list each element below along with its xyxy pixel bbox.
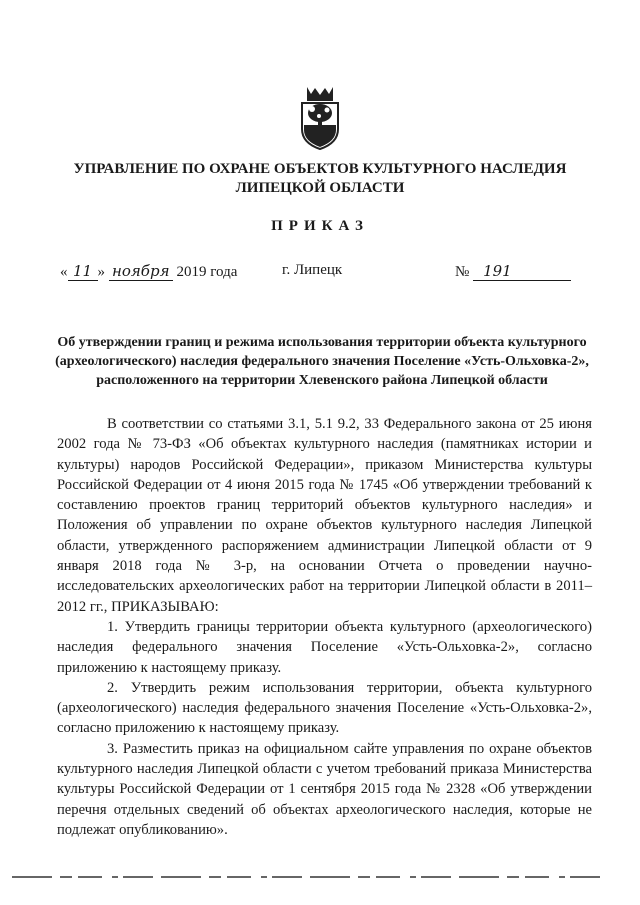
order-item-1: 1. Утвердить границы территории объекта культурного (археологического) наследия федерального значения Поселение «Усть-Ольховка-2», согласно приложению к настоящему приказу.: [57, 618, 592, 676]
scan-dashed-line: [12, 876, 602, 878]
order-date: [60, 262, 237, 281]
order-number-value: 191: [473, 262, 571, 281]
document-type: ПРИКАЗ: [271, 218, 369, 234]
order-item-2: 2. Утвердить режим использования территории, объекта культурного (археологического) наследия федерального значения Поселение «Усть-Ольховка-2», согласно приложению к настоящему приказу.: [57, 679, 592, 737]
order-item-3: 3. Разместить приказ на официальном сайте управления по охране объектов культурного наследия Липецкой области с учетом требований приказа Министерства культуры Российской Федерации от 1 сентября 2015 года № 2328 «Об утверждении перечня отдельных сведений об объектах археологического наследия, которые не подлежат опубликованию».: [57, 740, 592, 838]
date-quote-open: «: [60, 264, 68, 280]
order-city: г. Липецк: [282, 262, 343, 278]
coat-of-arms-icon: [297, 85, 343, 151]
order-preamble: В соответствии со статьями 3.1, 5.1 9.2, 33 Федерального закона от 25 июня 2002 года № 73-ФЗ «Об объектах культурного наследия (памятниках истории и культуры) народов Российской Федерации», приказом Министерства культуры Российской Федерации от 4 июня 2015 года № 1745 «Об утверждении требований к составлению проектов границ территорий объектов культурного наследия» и Положения об управлении по охране объектов культурного наследия Липецкой области, утвержденного распоряжением администрации Липецкой области от 9 января 2018 года № 3-р, на основании Отчета о проведении научно-исследовательских археологических работ на территории Липецкой области в 2011–2012 гг., ПРИКАЗЫВАЮ:: [57, 416, 592, 615]
agency-name-line1: УПРАВЛЕНИЕ ПО ОХРАНЕ ОБЪЕКТОВ КУЛЬТУРНОГО НАСЛЕДИЯ: [73, 161, 567, 177]
date-month: ноября: [109, 262, 173, 281]
date-year: 2019 года: [176, 264, 238, 280]
agency-name-line2: ЛИПЕЦКОЙ ОБЛАСТИ: [235, 180, 405, 196]
order-number: [455, 262, 571, 281]
date-quote-close: »: [97, 264, 105, 280]
order-body: [57, 414, 592, 840]
agency-name: [40, 160, 600, 198]
order-number-label: №: [455, 264, 470, 280]
order-subject: Об утверждении границ и режима использования территории объекта культурного (археологического) наследия федерального значения Поселение «Усть-Ольховка-2», расположенного на территории Хлевенского района Липецкой области: [55, 335, 589, 388]
date-day: 11: [68, 262, 98, 281]
